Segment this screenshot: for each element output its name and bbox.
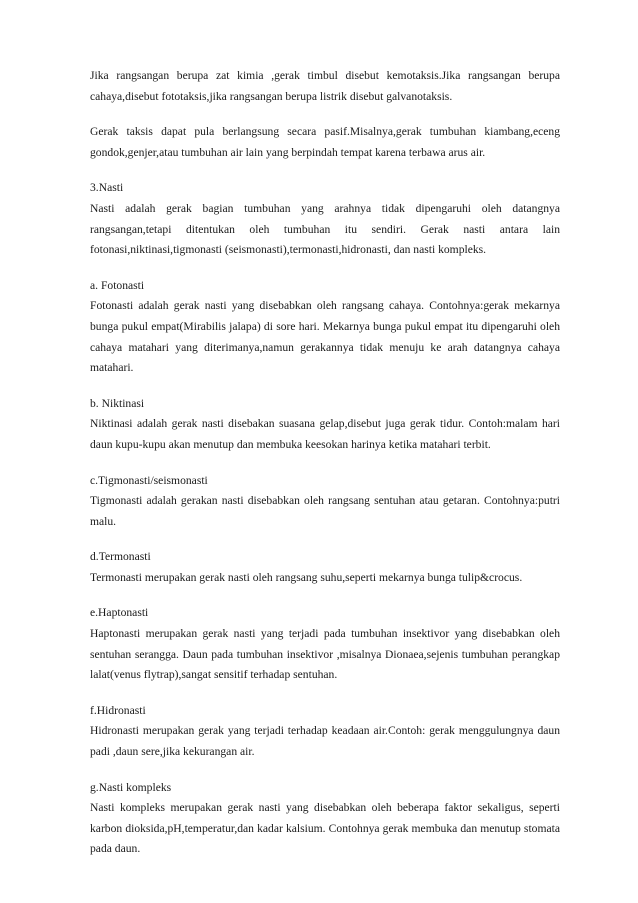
- section-text: Hidronasti merupakan gerak yang terjadi terhadap keadaan air.Contoh: gerak menggulungnya daun padi ,daun sere,jika kekurangan air.: [90, 724, 560, 759]
- section-heading: a. Fotonasti: [90, 278, 145, 292]
- section-heading: e.Haptonasti: [90, 606, 149, 620]
- section-heading: c.Tigmonasti/seismonasti: [90, 473, 208, 487]
- document-page: [90, 66, 560, 875]
- section-tigmonasti: [90, 471, 560, 533]
- section-heading: b. Niktinasi: [90, 396, 145, 410]
- section-niktinasi: [90, 394, 560, 456]
- section-text: Fotonasti adalah gerak nasti yang disebabkan oleh rangsang cahaya. Contohnya:gerak mekarnya bunga pukul empat(Mirabilis jalapa) di sore hari. Mekarnya bunga pukul empat itu dipengaruhi oleh cahaya matahari yang diterimanya,namun gerakannya tidak menuju ke arah datangnya cahaya matahari.: [90, 299, 560, 375]
- paragraph-kemotaksis: [90, 66, 560, 107]
- section-heading: f.Hidronasti: [90, 703, 146, 717]
- section-text: Termonasti merupakan gerak nasti oleh rangsang suhu,seperti mekarnya bunga tulip&crocus.: [90, 570, 523, 584]
- section-heading: d.Termonasti: [90, 550, 151, 564]
- section-text: Haptonasti merupakan gerak nasti yang terjadi pada tumbuhan insektivor yang disebabkan oleh sentuhan serangga. Daun pada tumbuhan insektivor ,misalnya Dionaea,sejenis tumbuhan perangkap lalat(venus flytrap),sangat sensitif terhadap sentuhan.: [90, 627, 560, 682]
- section-text: Niktinasi adalah gerak nasti disebakan suasana gelap,disebut juga gerak tidur. Contoh:malam hari daun kupu-kupu akan menutup dan membuka keesokan harinya ketika matahari terbit.: [90, 417, 560, 451]
- paragraph-text: Jika rangsangan berupa zat kimia ,gerak timbul disebut kemotaksis.Jika rangsangan berupa cahaya,disebut fototaksis,jika rangsangan berupa listrik disebut galvanotaksis.: [90, 69, 560, 103]
- paragraph-taksis-pasif: [90, 122, 560, 163]
- section-text: Nasti adalah gerak bagian tumbuhan yang arahnya tidak dipengaruhi oleh datangnya rangsangan,tetapi ditentukan oleh tumbuhan itu sendiri. Gerak nasti antara lain fotonasi,niktinasi,tigmonasti (seismonasti),termonasti,hidronasti, dan nasti kompleks.: [90, 201, 560, 257]
- section-haptonasti: [90, 603, 560, 685]
- paragraph-text: Gerak taksis dapat pula berlangsung secara pasif.Misalnya,gerak tumbuhan kiambang,eceng gondok,genjer,atau tumbuhan air lain yang berpindah tempat karena terbawa arus air.: [90, 125, 560, 159]
- section-heading: g.Nasti kompleks: [90, 780, 172, 794]
- section-nasti: [90, 178, 560, 260]
- section-text: Nasti kompleks merupakan gerak nasti yang disebabkan oleh beberapa faktor sekaligus, seperti karbon dioksida,pH,temperatur,dan kadar kalsium. Contohnya gerak membuka dan menutup stomata pada daun.: [90, 801, 560, 856]
- section-text: Tigmonasti adalah gerakan nasti disebabkan oleh rangsang sentuhan atau getaran. Contohnya:putri malu.: [90, 494, 560, 528]
- section-hidronasti: [90, 701, 560, 763]
- section-termonasti: [90, 547, 560, 588]
- section-fotonasti: [90, 276, 560, 379]
- section-heading: 3.Nasti: [90, 181, 124, 195]
- section-nasti-kompleks: [90, 778, 560, 860]
